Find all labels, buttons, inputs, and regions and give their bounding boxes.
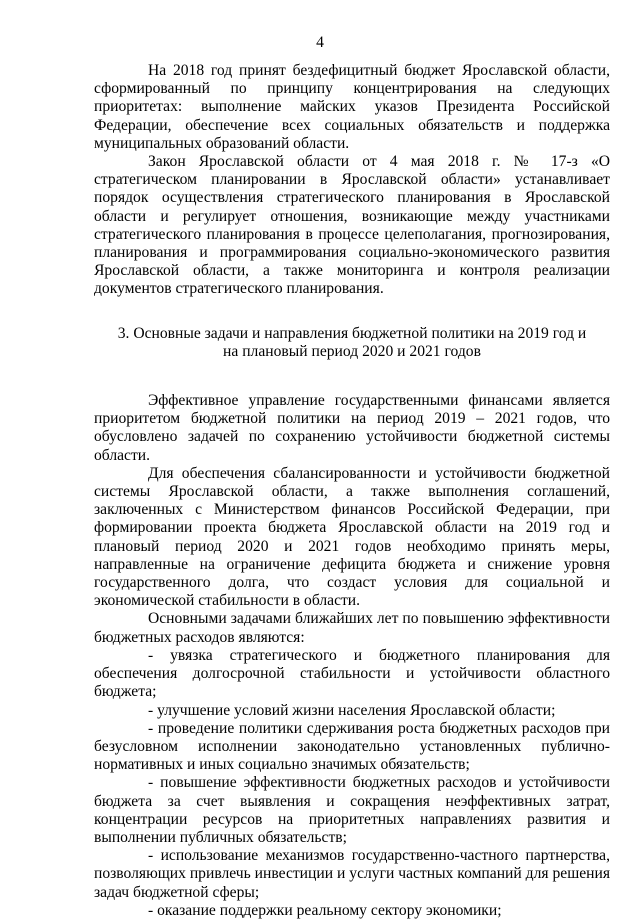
section-heading — [94, 325, 610, 361]
paragraph-main-tasks-intro: Основными задачами ближайших лет по повышению эффективности бюджетных расходов являются: — [94, 610, 610, 646]
paragraph-budget-2018: На 2018 год принят бездефицитный бюджет Ярославской области, сформированный по принципу концентрирования на следующих приоритетах: выполнение майских указов Президента Российской Федерации, обеспечение всех социальных обязательств и поддержка муниципальных образований области. — [94, 62, 610, 152]
paragraph-strategic-planning-law: Закон Ярославской области от 4 мая 2018 г. № 17-з «О стратегическом планировании в Ярославской области» устанавливает порядок осуществления стратегического планирования в Ярославской области и регулирует отношения, возникающие между участниками стратегического планирования в процессе целеполагания, прогнозирования, планирования и программирования социально-экономического развития Ярославской области, а также мониторинга и контроля реализации документов стратегического планирования. — [94, 153, 610, 298]
list-item-task: - увязка стратегического и бюджетного планирования для обеспечения долгосрочной стабильности и устойчивости областного бюджета; — [94, 646, 610, 701]
page-number: 4 — [316, 34, 324, 51]
paragraph-effective-management: Эффективное управление государственными финансами является приоритетом бюджетной политики на период 2019 – 2021 годов, что обусловлено задачей по сохранению устойчивости бюджетной системы области. — [94, 392, 610, 464]
list-item-task: - повышение эффективности бюджетных расходов и устойчивости бюджета за счет выявления и сокращения неэффективных затрат, концентрации ресурсов на приоритетных направлениях развития и выполнении публичных обязательств; — [94, 774, 610, 846]
list-item-task: - использование механизмов государственно-частного партнерства, позволяющих привлечь инвестиции и услуги частных компаний для решения задач бюджетной сферы; — [94, 847, 610, 901]
list-item-task: - улучшение условий жизни населения Ярославской области; — [148, 701, 556, 719]
list-item-task: - проведение политики сдерживания роста бюджетных расходов при безусловном исполнении законодательно установленных публично-нормативных и иных социально значимых обязательств; — [94, 719, 610, 774]
list-item-task: - оказание поддержки реальному сектору экономики; — [148, 901, 502, 919]
document-body — [94, 62, 610, 920]
paragraph-balance-stability: Для обеспечения сбалансированности и устойчивости бюджетной системы Ярославской области, а также выполнения соглашений, заключенных с Министерством финансов Российской Федерации, при формировании проекта бюджета Ярославской области на 2019 год и плановый период 2020 и 2021 годов необходимо принять меры, направленные на ограничение дефицита бюджета и снижение уровня государственного долга, что создаст условия для социальной и экономической стабильности в области. — [94, 464, 610, 610]
section-heading-line-2: на плановый период 2020 и 2021 годов — [223, 342, 481, 360]
section-heading-line-1: 3. Основные задачи и направления бюджетной политики на 2019 год и — [117, 324, 587, 342]
